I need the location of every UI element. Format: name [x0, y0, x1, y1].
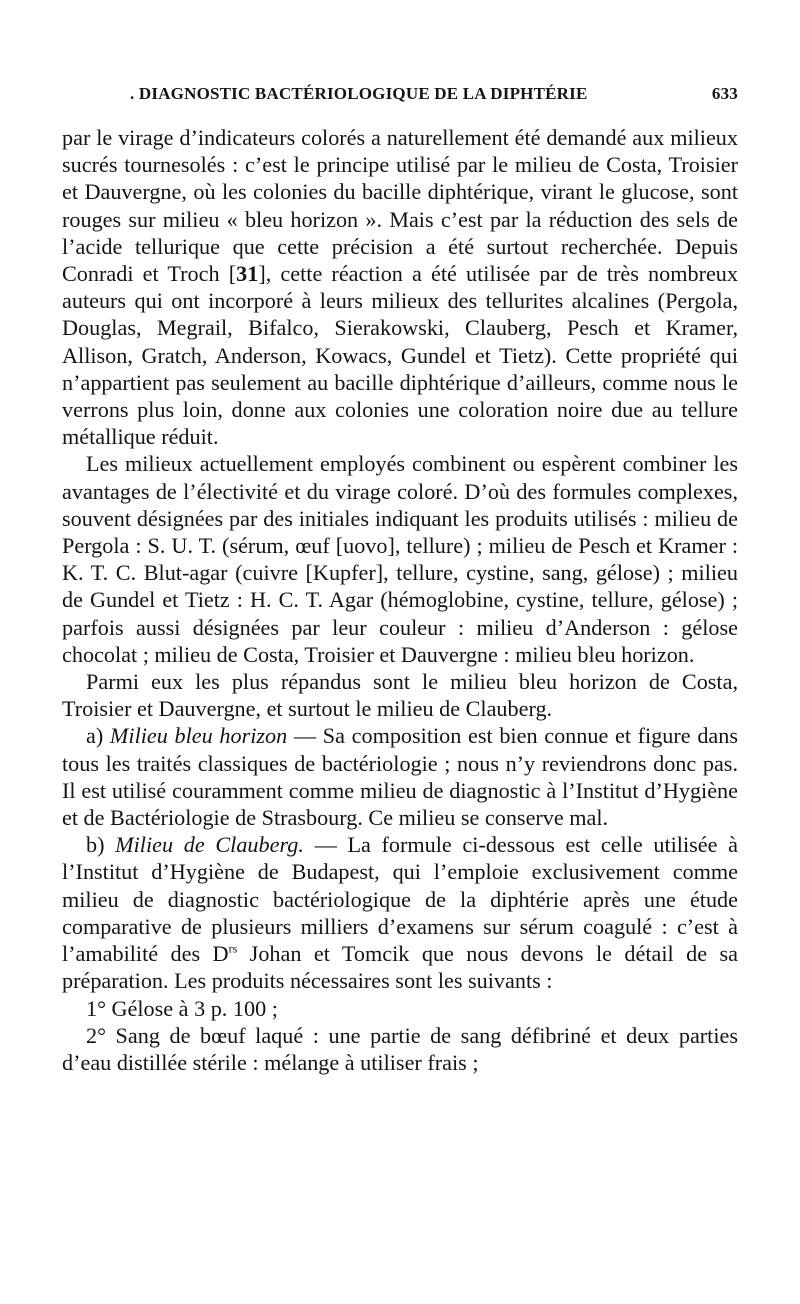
list-item-2: 2° Sang de bœuf laqué : une partie de sang défibriné et deux parties d’eau distillée stérile : mélange à utiliser frais ;: [62, 1022, 738, 1075]
paragraph-clauberg: [62, 831, 738, 994]
list-item-1: 1° Gélose à 3 p. 100 ;: [86, 995, 278, 1021]
page: [62, 84, 738, 1076]
paragraph-bleu-horizon: [62, 722, 738, 831]
section-title: Milieu de Clauberg.: [115, 832, 304, 858]
running-header: [62, 84, 738, 104]
paragraph-text: — Sa composition est bien connue et figure dans tous les traités classiques de bactériologie ; nous n’y reviendrons donc pas. Il est utilisé couramment comme milieu de diagnostic à l’Institut d’Hygiène et de Bactériologie de Strasbourg. Ce milieu se conserve mal.: [62, 723, 738, 831]
paragraph-text: Johan et Tomcik que nous devons le détail de sa préparation. Les produits nécessaires sont les suivants :: [62, 941, 738, 994]
paragraph-common-media: Parmi eux les plus répandus sont le milieu bleu horizon de Costa, Troisier et Dauvergne, et surtout le milieu de Clauberg.: [62, 669, 738, 722]
section-title: Milieu bleu horizon: [109, 723, 288, 749]
paragraph-text: par le virage d’indicateurs colorés a naturellement été demandé aux milieux sucrés tournesolés : c’est le principe utilisé par le milieu de Costa, Troisier et Dauvergne, où les colonies du bacille diphtérique, virant le glucose, sont rouges sur milieu « bleu horizon ». Mais c’est par la réduction des sels de l’acide tellurique que cette précision a été surtout recherchée. Depuis Conradi et Troch [: [62, 125, 738, 287]
paragraph-text: — La formule ci-dessous est celle utilisée à l’Institut d’Hygiène de Budapest, qui l’emploie exclusivement comme milieu de diagnostic bactériologique de la diphtérie après une étude comparative de plusieurs milliers d’examens sur sérum coagulé : c’est à l’amabilité des D: [62, 832, 738, 967]
body-text: [62, 124, 738, 1076]
reference-number: 31: [236, 261, 259, 287]
item-label: a): [86, 723, 110, 749]
paragraph-tellurite: [62, 124, 738, 450]
item-label: b): [86, 832, 116, 858]
page-number: 633: [711, 84, 738, 103]
running-title: . DIAGNOSTIC BACTÉRIOLOGIQUE DE LA DIPHTÉRIE: [130, 84, 588, 103]
paragraph-media: Les milieux actuellement employés combinent ou espèrent combiner les avantages de l’électivité et du virage coloré. D’où des formules complexes, souvent désignées par des initiales indiquant les produits utilisés : milieu de Pergola : S. U. T. (sérum, œuf [uovo], tellure) ; milieu de Pesch et Kramer : K. T. C. Blut-agar (cuivre [Kupfer], tellure, cystine, sang, gélose) ; milieu de Gundel et Tietz : H. C. T. Agar (hémoglobine, cystine, tellure, gélose) ; parfois aussi désignées par leur couleur : milieu d’Anderson : gélose chocolat ; milieu de Costa, Troisier et Dauvergne : milieu bleu horizon.: [62, 451, 738, 667]
superscript: rs: [228, 941, 238, 956]
paragraph-text: ], cette réaction a été utilisée par de très nombreux auteurs qui ont incorporé à leurs milieux des tellurites alcalines (Pergola, Douglas, Megrail, Bifalco, Sierakowski, Clauberg, Pesch et Kramer, Allison, Gratch, Anderson, Kowacs, Gundel et Tietz). Cette propriété qui n’appartient pas seulement au bacille diphtérique d’ailleurs, comme nous le verrons plus loin, donne aux colonies une coloration noire due au tellure métallique réduit.: [62, 261, 738, 450]
